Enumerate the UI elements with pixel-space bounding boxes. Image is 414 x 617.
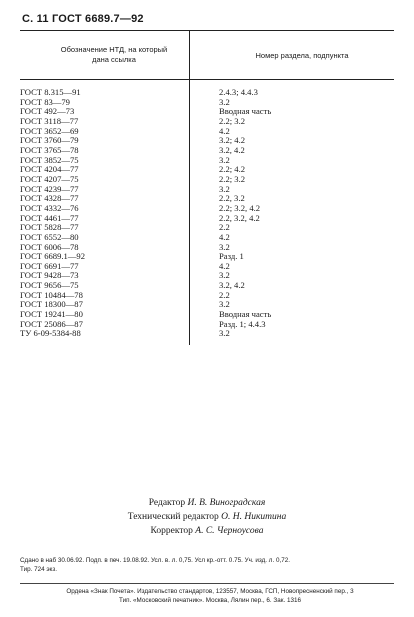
section-reference: Разд. 1; 4.4.3 [219, 318, 266, 329]
section-reference: Вводная часть [219, 309, 272, 320]
document-designation: ГОСТ 492—73 [20, 106, 75, 117]
section-reference: 3.2 [219, 328, 230, 339]
section-reference: 3.2 [219, 183, 230, 194]
section-reference: 3.2, 4.2 [219, 280, 245, 291]
section-reference: 3.2 [219, 270, 230, 281]
section-reference: 4.2 [219, 231, 230, 242]
document-designation: ГОСТ 8.315—91 [20, 87, 81, 97]
table-row [20, 88, 394, 98]
document-designation: ГОСТ 6689.1—92 [20, 251, 86, 262]
document-designation: ГОСТ 3118—77 [20, 115, 79, 126]
signature-block [0, 496, 414, 538]
column-header-document-line1: Обозначение НТД, на который [60, 45, 168, 54]
document-designation: ГОСТ 4332—76 [20, 202, 79, 213]
document-designation: ГОСТ 18300—87 [20, 299, 83, 310]
section-reference: 2.2, 3.2 [219, 193, 245, 204]
document-designation: ГОСТ 19241—80 [20, 309, 83, 320]
document-designation: ГОСТ 3760—79 [20, 135, 79, 146]
document-designation: ГОСТ 6691—77 [20, 260, 79, 271]
document-designation: ГОСТ 5828—77 [20, 222, 79, 233]
document-designation: ГОСТ 6006—78 [20, 241, 79, 252]
footer-rule [20, 583, 394, 584]
section-reference: 2.4.3; 4.4.3 [219, 87, 258, 97]
proofreader-role: Корректор [150, 526, 193, 536]
footer-line-1: Ордена «Знак Почета». Издательство стандартов, 123557, Москва, ГСП, Новопресненский пер., 3 [66, 588, 354, 595]
table-body [20, 88, 394, 339]
document-designation: ГОСТ 9428—73 [20, 270, 79, 281]
document-designation: ГОСТ 10484—78 [20, 289, 83, 300]
document-designation: ГОСТ 4204—77 [20, 164, 79, 175]
section-reference: 2.2, 3.2, 4.2 [219, 212, 260, 223]
print-imprint [20, 556, 400, 574]
imprint-line-2: Тир. 724 экз. [20, 566, 58, 573]
section-reference: 4.2 [219, 260, 230, 271]
column-header-document [20, 31, 208, 79]
section-reference: 3.2 [219, 241, 230, 252]
publisher-footer [20, 587, 400, 605]
table-row [20, 98, 394, 108]
section-reference: 3.2; 4.2 [219, 135, 246, 146]
section-reference: 4.2 [219, 125, 230, 136]
section-reference: Разд. 1 [219, 251, 244, 262]
document-designation: ГОСТ 4207—75 [20, 173, 79, 184]
section-reference: 2.2 [219, 222, 230, 233]
editor-line [0, 496, 414, 510]
footer-line-2: Тип. «Московский печатник». Москва, Лялин пер., 6. Зак. 1316 [119, 597, 301, 604]
document-designation: ТУ 6‑09‑5384‑88 [20, 328, 81, 339]
editor-name: И. В. Виноградская [187, 498, 266, 508]
section-reference: 2.2; 3.2 [219, 173, 246, 184]
section-reference: 2.2; 3.2, 4.2 [219, 202, 261, 213]
tech-editor-name: О. Н. Никитина [221, 512, 287, 522]
document-designation: ГОСТ 3765—78 [20, 144, 79, 155]
document-designation: ГОСТ 3852—75 [20, 154, 79, 165]
proofreader-line [0, 524, 414, 538]
document-designation: ГОСТ 83—79 [20, 96, 70, 107]
column-header-document-line2: дана ссылка [92, 55, 136, 64]
section-reference: 2.2; 4.2 [219, 164, 246, 175]
reference-table [20, 30, 394, 80]
section-reference: 3.2 [219, 299, 230, 310]
section-reference: 2.2; 3.2 [219, 115, 246, 126]
section-reference: Вводная часть [219, 106, 272, 117]
page-header: С. 11 ГОСТ 6689.7—92 [22, 13, 144, 25]
document-designation: ГОСТ 9656—75 [20, 280, 79, 291]
document-designation: ГОСТ 3652—69 [20, 125, 79, 136]
document-designation: ГОСТ 25086—87 [20, 318, 83, 329]
table-header [20, 30, 394, 80]
section-reference: 3.2 [219, 96, 230, 107]
document-designation: ГОСТ 6552—80 [20, 231, 79, 242]
tech-editor-role: Технический редактор [127, 512, 219, 522]
document-designation: ГОСТ 4239—77 [20, 183, 79, 194]
document-designation: ГОСТ 4328—77 [20, 193, 79, 204]
proofreader-name: А. С. Черноусова [195, 526, 264, 536]
table-row [20, 329, 394, 339]
editor-role: Редактор [148, 498, 186, 508]
imprint-line-1: Сдано в наб 30.06.92. Подп. в печ. 19.08.92. Усл. в. л. 0,75. Усл кр.-отт. 0.75. Уч. изд. л. 0,72. [20, 557, 290, 564]
section-reference: 3.2, 4.2 [219, 144, 245, 155]
section-reference: 3.2 [219, 154, 230, 165]
section-reference: 2.2 [219, 289, 230, 300]
document-designation: ГОСТ 4461—77 [20, 212, 79, 223]
column-header-section: Номер раздела, подпункта [255, 50, 349, 60]
tech-editor-line [0, 510, 414, 524]
